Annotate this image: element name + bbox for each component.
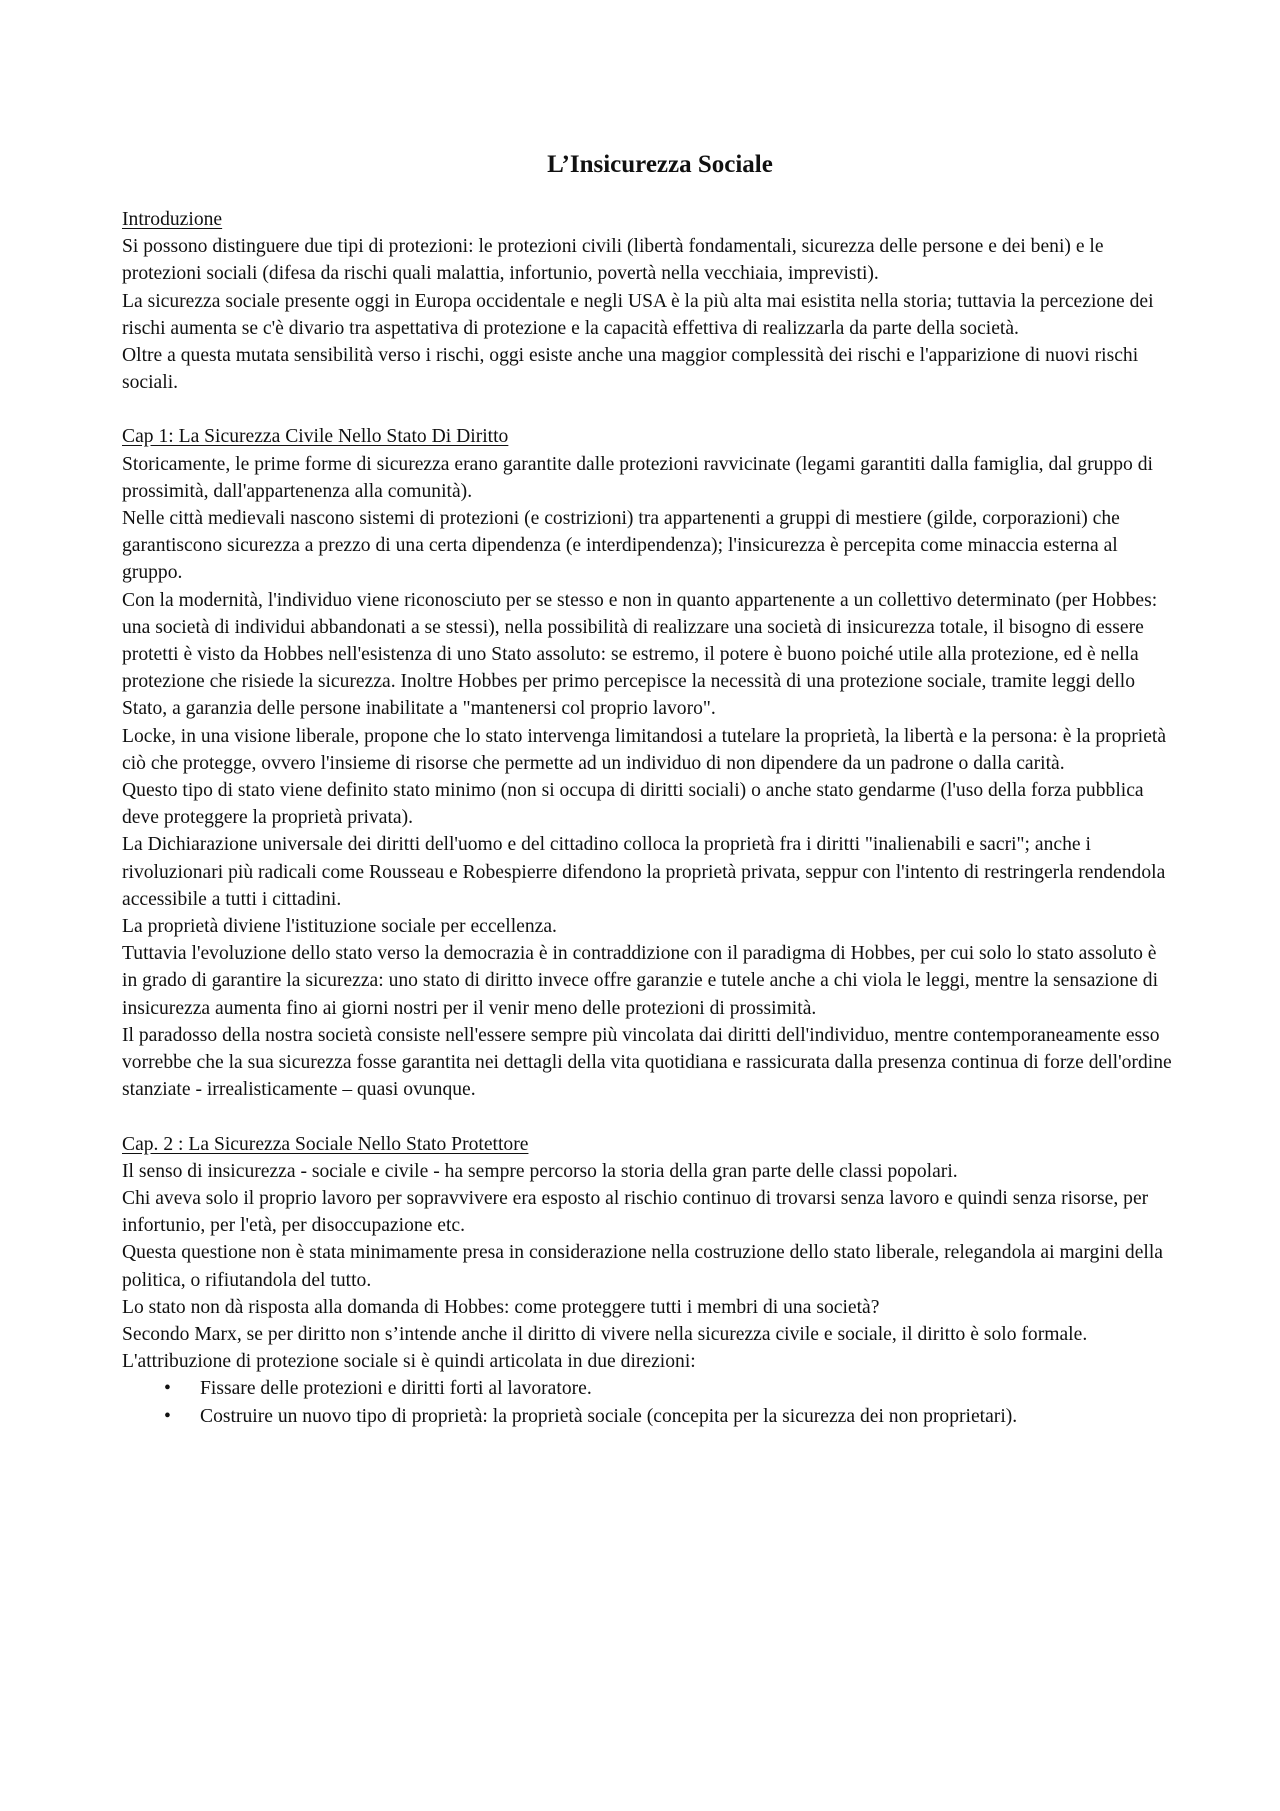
paragraph: Locke, in una visione liberale, propone che lo stato intervenga limitandosi a tutelare la proprietà, la libertà e la persona: è la proprietà ciò che protegge, ovvero l'insieme di risorse che permette ad un individuo di non dipendere da un padrone o dalla carità. (122, 725, 1167, 774)
document-page (122, 150, 1172, 1457)
paragraph: Chi aveva solo il proprio lavoro per sopravvivere era esposto al rischio continuo di trovarsi senza lavoro e quindi senza risorse, per infortunio, per l'età, per disoccupazione etc. (122, 1187, 1149, 1237)
paragraph: La Dichiarazione universale dei diritti dell'uomo e del cittadino colloca la proprietà fra i diritti "inalienabili e sacri"; anche i rivoluzionari più radicali come Rousseau e Robespierre difendono la proprietà privata, seppur con l'intento di restringerla rendendola accessibile a tutti i cittadini. (122, 834, 1166, 910)
section-cap-1 (122, 423, 1172, 1103)
section-heading: Cap. 2 : La Sicurezza Sociale Nello Stato Protettore (122, 1133, 529, 1155)
bullet-item: • Fissare delle protezioni e diritti forti al lavoratore. (122, 1375, 1080, 1402)
section-heading: Cap 1: La Sicurezza Civile Nello Stato Di Diritto (122, 426, 509, 448)
section-introduzione (122, 206, 1172, 396)
document-title: L’Insicurezza Sociale (547, 151, 773, 178)
paragraph: Secondo Marx, se per diritto non s’intende anche il diritto di vivere nella sicurezza civile e sociale, il diritto è solo formale. (122, 1323, 1088, 1345)
paragraph: Questo tipo di stato viene definito stato minimo (non si occupa di diritti sociali) o anche stato gendarme (l'uso della forza pubblica deve proteggere la proprietà privata). (122, 780, 1144, 829)
paragraph: Il senso di insicurezza - sociale e civile - ha sempre percorso la storia della gran parte delle classi popolari. (122, 1160, 958, 1182)
paragraph: Con la modernità, l'individuo viene riconosciuto per se stesso e non in quanto appartenente a un collettivo determinato (per Hobbes: una società di individui abbandonati a se stessi), nella possibilità di realizzare una società di insicurezza totale, il bisogno di essere protetti è visto da Hobbes nell'esistenza di uno Stato assoluto: se estremo, il potere è buono poiché utile alla protezione, ed è nella protezione che risiede la sicurezza. Inoltre Hobbes per primo percepisce la necessità di una protezione sociale, tramite leggi dello Stato, a garanzia delle persone inabilitate a "mantenersi col proprio lavoro". (122, 589, 1158, 720)
section-heading: Introduzione (122, 209, 223, 230)
paragraph: La proprietà diviene l'istituzione sociale per eccellenza. (122, 916, 557, 938)
paragraph: La sicurezza sociale presente oggi in Europa occidentale e negli USA è la più alta mai esistita nella storia; tuttavia la percezione dei rischi aumenta se c'è divario tra aspettativa di protezione e la capacità effettiva di realizzarla da parte della società. (122, 290, 1154, 339)
paragraph: Tuttavia l'evoluzione dello stato verso la democrazia è in contraddizione con il paradigma di Hobbes, per cui solo lo stato assoluto è in grado di garantire la sicurezza: uno stato di diritto invece offre garanzie e tutele anche a chi viola le leggi, mentre la sensazione di insicurezza aumenta fino ai giorni nostri per il venir meno delle protezioni di prossimità. (122, 943, 1159, 1019)
paragraph: Lo stato non dà risposta alla domanda di Hobbes: come proteggere tutti i membri di una società? (122, 1296, 880, 1318)
paragraph: Questa questione non è stata minimamente presa in considerazione nella costruzione dello stato liberale, relegandola ai margini della politica, o rifiutandola del tutto. (122, 1242, 1164, 1291)
section-cap-2 (122, 1131, 1172, 1430)
paragraph: Oltre a questa mutata sensibilità verso i rischi, oggi esiste anche una maggior complessità dei rischi e l'apparizione di nuovi rischi sociali. (122, 345, 1139, 394)
paragraph: Il paradosso della nostra società consiste nell'essere sempre più vincolata dai diritti dell'individuo, mentre contemporaneamente esso vorrebbe che la sua sicurezza fosse garantita nei dettagli della vita quotidiana e rassicurata dalla presenza continua di forze dell'ordine stanziate - irrealisticamente – quasi ovunque. (122, 1024, 1172, 1101)
bullet-item: • Costruire un nuovo tipo di proprietà: la proprietà sociale (concepita per la sicurezza dei non proprietari). (122, 1403, 1080, 1430)
paragraph: Nelle città medievali nascono sistemi di protezioni (e costrizioni) tra appartenenti a gruppi di mestiere (gilde, corporazioni) che garantiscono sicurezza a prezzo di una certa dipendenza (e interdipendenza); l'insicurezza è percepita come minaccia esterna al gruppo. (122, 508, 1120, 584)
bullet-list (122, 1375, 1172, 1429)
paragraph: Si possono distinguere due tipi di protezioni: le protezioni civili (libertà fondamentali, sicurezza delle persone e dei beni) e le protezioni sociali (difesa da rischi quali malattia, infortunio, povertà nella vecchiaia, imprevisti). (122, 236, 1104, 285)
paragraph: Storicamente, le prime forme di sicurezza erano garantite dalle protezioni ravvicinate (legami garantiti dalla famiglia, dal gruppo di prossimità, dall'appartenenza alla comunità). (122, 453, 1153, 502)
paragraph: L'attribuzione di protezione sociale si è quindi articolata in due direzioni: (122, 1351, 696, 1373)
